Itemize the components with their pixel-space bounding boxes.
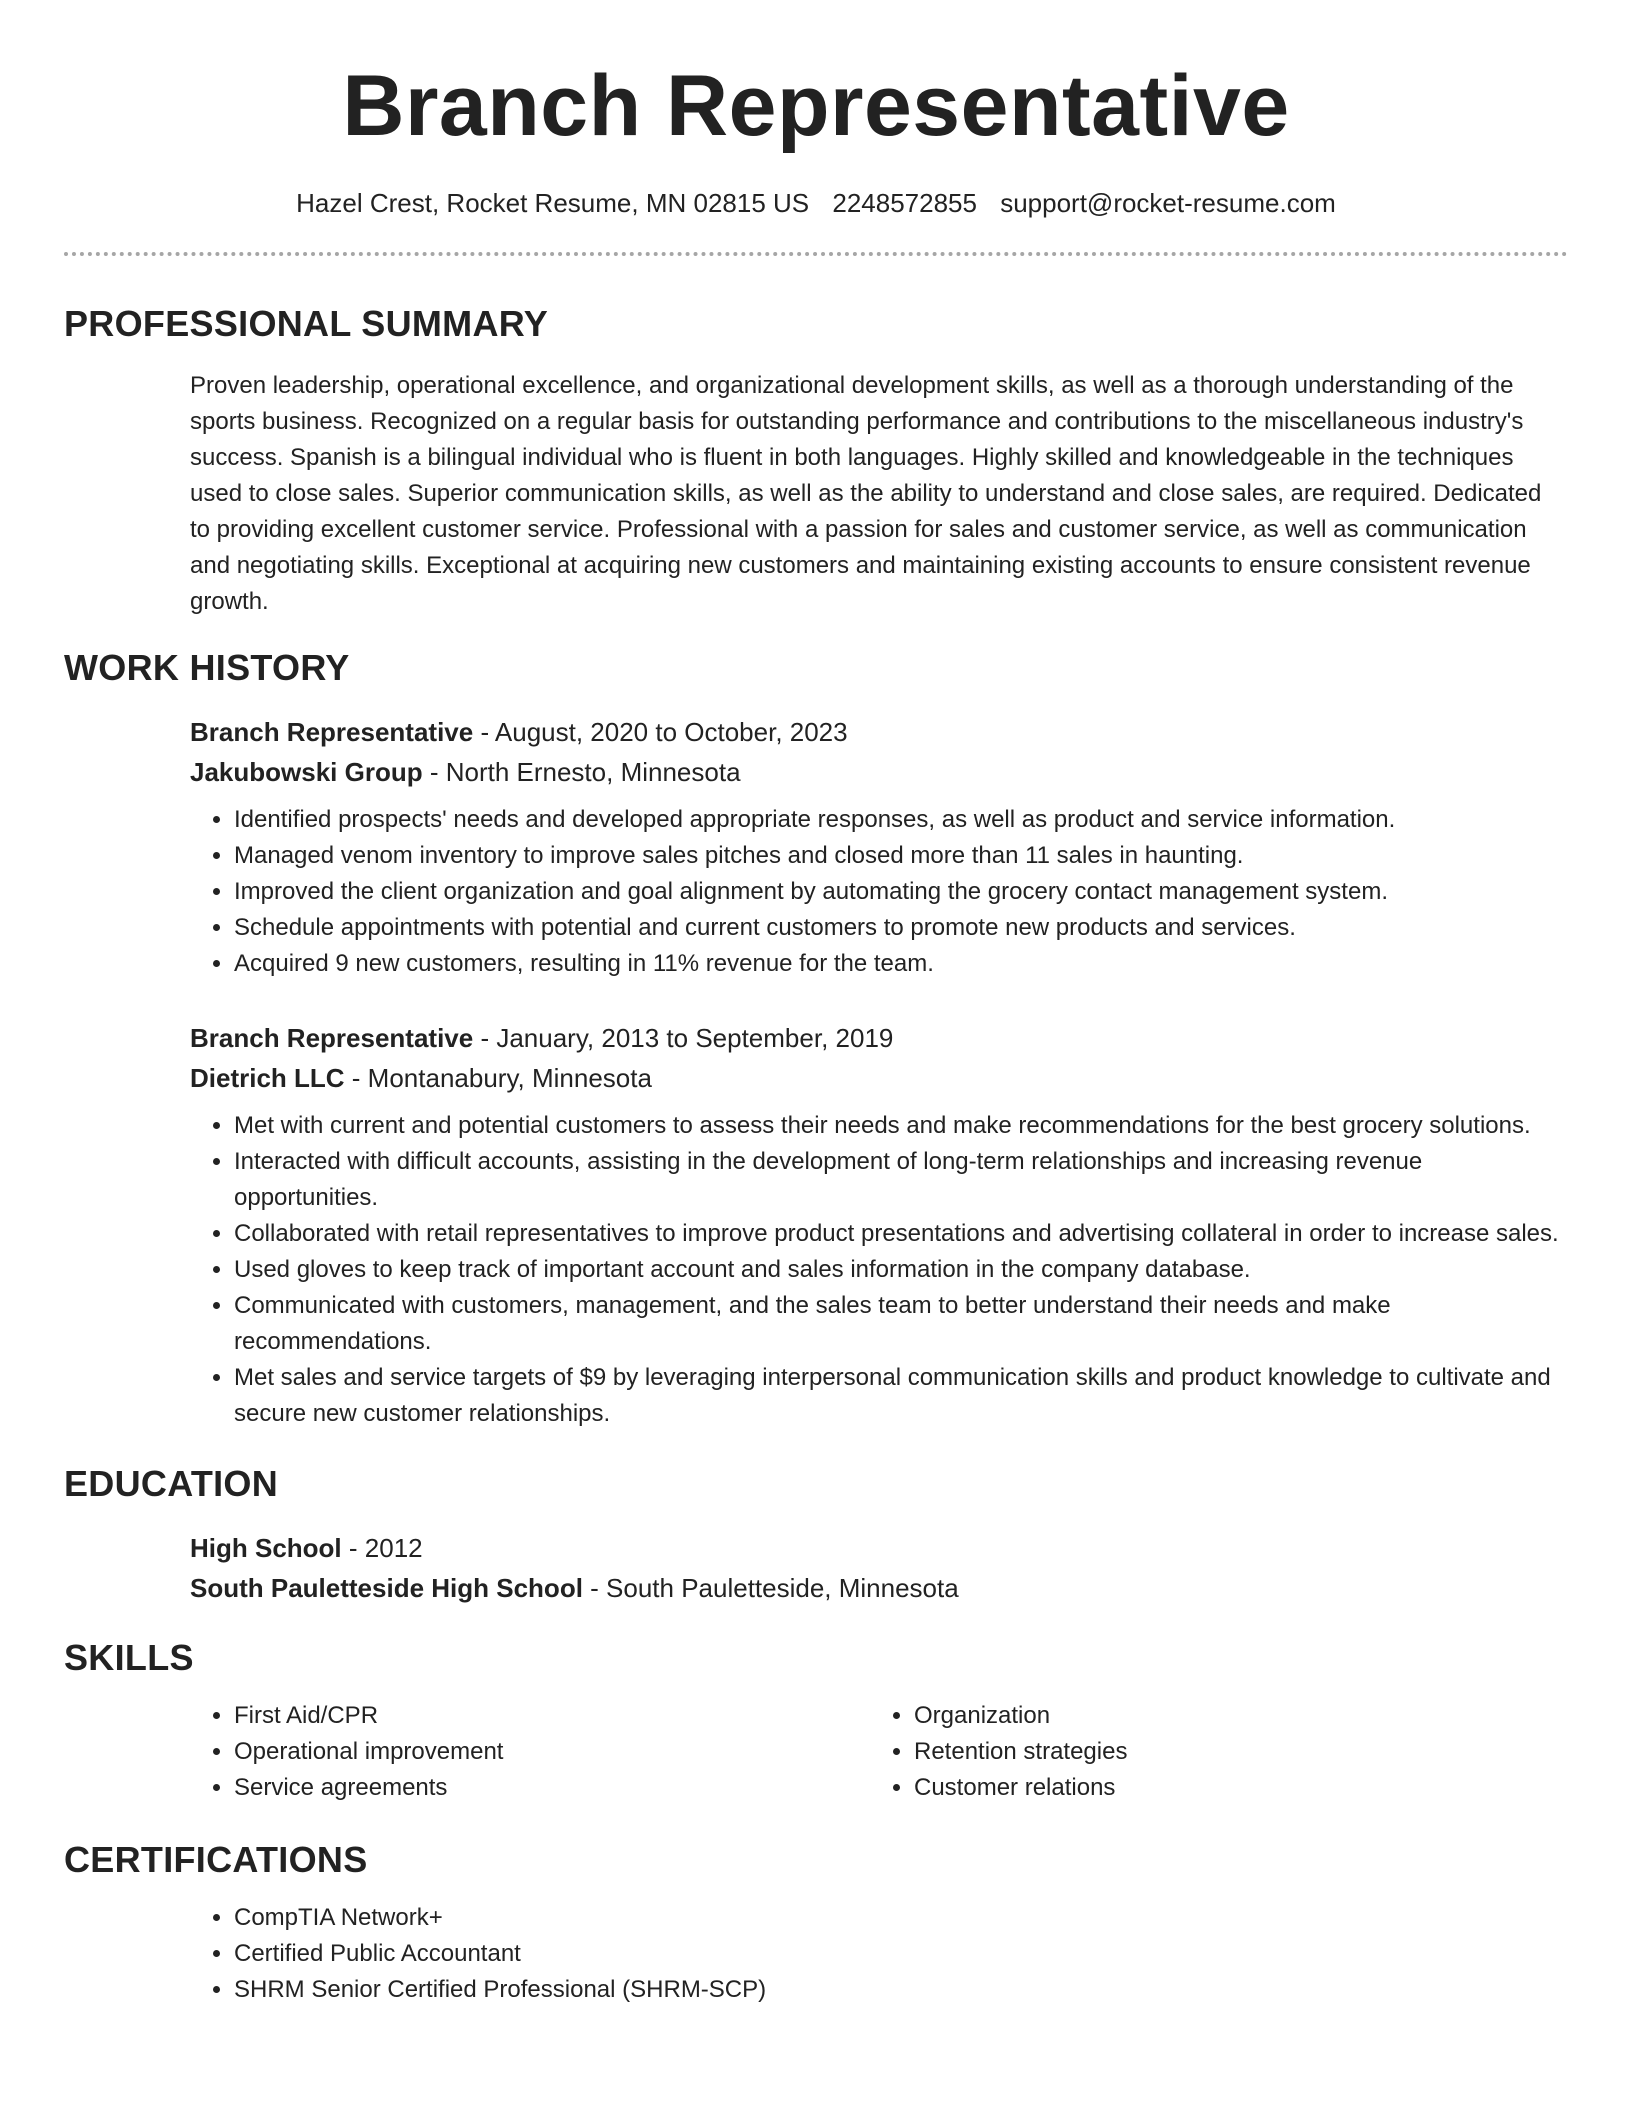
summary-text: Proven leadership, operational excellence, and organizational development skills, as well as a thorough understanding of the sports business. Recognized on a regular basis for outstanding performance and contributions to the miscellaneous industry's success. Spanish is a bilingual individual who is fluent in both languages. Highly skilled and knowledgeable in the techniques used to close sales. Superior communication skills, as well as the ability to understand and close sales, are required. Dedicated to providing excellent customer service. Professional with a passion for sales and customer service, as well as communication and negotiating skills. Exceptional at acquiring new customers and maintaining existing accounts to ensure consistent revenue growth. (190, 372, 1542, 615)
job-bullets (190, 802, 1568, 982)
section-title-skills: SKILLS (64, 1637, 194, 1678)
degree-year: - 2012 (341, 1533, 423, 1563)
job-company-line (190, 752, 1568, 792)
degree-line (190, 1528, 1568, 1568)
header-divider (64, 252, 1568, 256)
job-location: - North Ernesto, Minnesota (422, 757, 741, 787)
professional-summary-section (64, 302, 1568, 620)
section-title-work: WORK HISTORY (64, 647, 350, 688)
job-role: Branch Representative (190, 717, 474, 747)
education-section (64, 1462, 1568, 1608)
job-role: Branch Representative (190, 1023, 474, 1053)
contact-email: support@rocket-resume.com (1000, 188, 1336, 218)
contact-address: Hazel Crest, Rocket Resume, MN 02815 US (296, 188, 810, 218)
skills-column-left (190, 1698, 870, 1806)
job-company: Jakubowski Group (190, 757, 423, 787)
certification-item: • CompTIA Network+ (234, 1900, 1568, 1936)
list-item: • Interacted with difficult accounts, assisting in the development of long-term relationships and increasing revenue opportunities. (234, 1144, 1568, 1216)
school-location: - South Pauletteside, Minnesota (582, 1573, 959, 1603)
list-item: • Communicated with customers, management, and the sales team to better understand their needs and make recommendations. (234, 1288, 1568, 1360)
certification-item: • Certified Public Accountant (234, 1936, 1568, 1972)
job-title-line (190, 1018, 1568, 1058)
list-item: • Managed venom inventory to improve sales pitches and closed more than 11 sales in haunting. (234, 838, 1568, 874)
job-bullets (190, 1108, 1568, 1432)
list-item: • Identified prospects' needs and developed appropriate responses, as well as product and service information. (234, 802, 1568, 838)
certification-item: • SHRM Senior Certified Professional (SHRM-SCP) (234, 1972, 1568, 2008)
skills-column-right (870, 1698, 1550, 1806)
list-item: • Acquired 9 new customers, resulting in 11% revenue for the team. (234, 946, 1568, 982)
list-item: • Met with current and potential customers to assess their needs and make recommendations for the best grocery solutions. (234, 1108, 1568, 1144)
section-title-education: EDUCATION (64, 1463, 279, 1504)
skill-item: • Service agreements (234, 1770, 870, 1806)
job-dates: - August, 2020 to October, 2023 (473, 717, 848, 747)
contact-line (64, 186, 1568, 220)
skill-item: • Customer relations (914, 1770, 1550, 1806)
education-entry (190, 1528, 1568, 1608)
certifications-section (64, 1838, 1568, 2008)
skill-item: • Organization (914, 1698, 1550, 1734)
job-title-line (190, 712, 1568, 752)
section-title-certifications: CERTIFICATIONS (64, 1839, 368, 1880)
list-item: • Schedule appointments with potential and current customers to promote new products and services. (234, 910, 1568, 946)
skills-grid (190, 1698, 1568, 1806)
list-item: • Met sales and service targets of $9 by leveraging interpersonal communication skills and product knowledge to cultivate and secure new customer relationships. (234, 1360, 1568, 1432)
contact-phone: 2248572855 (832, 188, 977, 218)
job-company-line (190, 1058, 1568, 1098)
job-entry (190, 1018, 1568, 1432)
list-item: • Used gloves to keep track of important account and sales information in the company database. (234, 1252, 1568, 1288)
school-name: South Pauletteside High School (190, 1573, 583, 1603)
certification-list (190, 1900, 1568, 2008)
section-title-summary: PROFESSIONAL SUMMARY (64, 303, 549, 344)
job-dates: - January, 2013 to September, 2019 (473, 1023, 894, 1053)
candidate-name: Branch Representative (342, 58, 1290, 154)
list-item: • Improved the client organization and goal alignment by automating the grocery contact management system. (234, 874, 1568, 910)
degree: High School (190, 1533, 342, 1563)
job-company: Dietrich LLC (190, 1063, 345, 1093)
skills-section (64, 1636, 1568, 1806)
work-history-section (64, 646, 1568, 1432)
job-entry (190, 712, 1568, 982)
school-line (190, 1568, 1568, 1608)
list-item: • Collaborated with retail representatives to improve product presentations and advertising collateral in order to increase sales. (234, 1216, 1568, 1252)
job-location: - Montanabury, Minnesota (344, 1063, 652, 1093)
skill-item: • First Aid/CPR (234, 1698, 870, 1734)
skill-item: • Retention strategies (914, 1734, 1550, 1770)
skill-item: • Operational improvement (234, 1734, 870, 1770)
